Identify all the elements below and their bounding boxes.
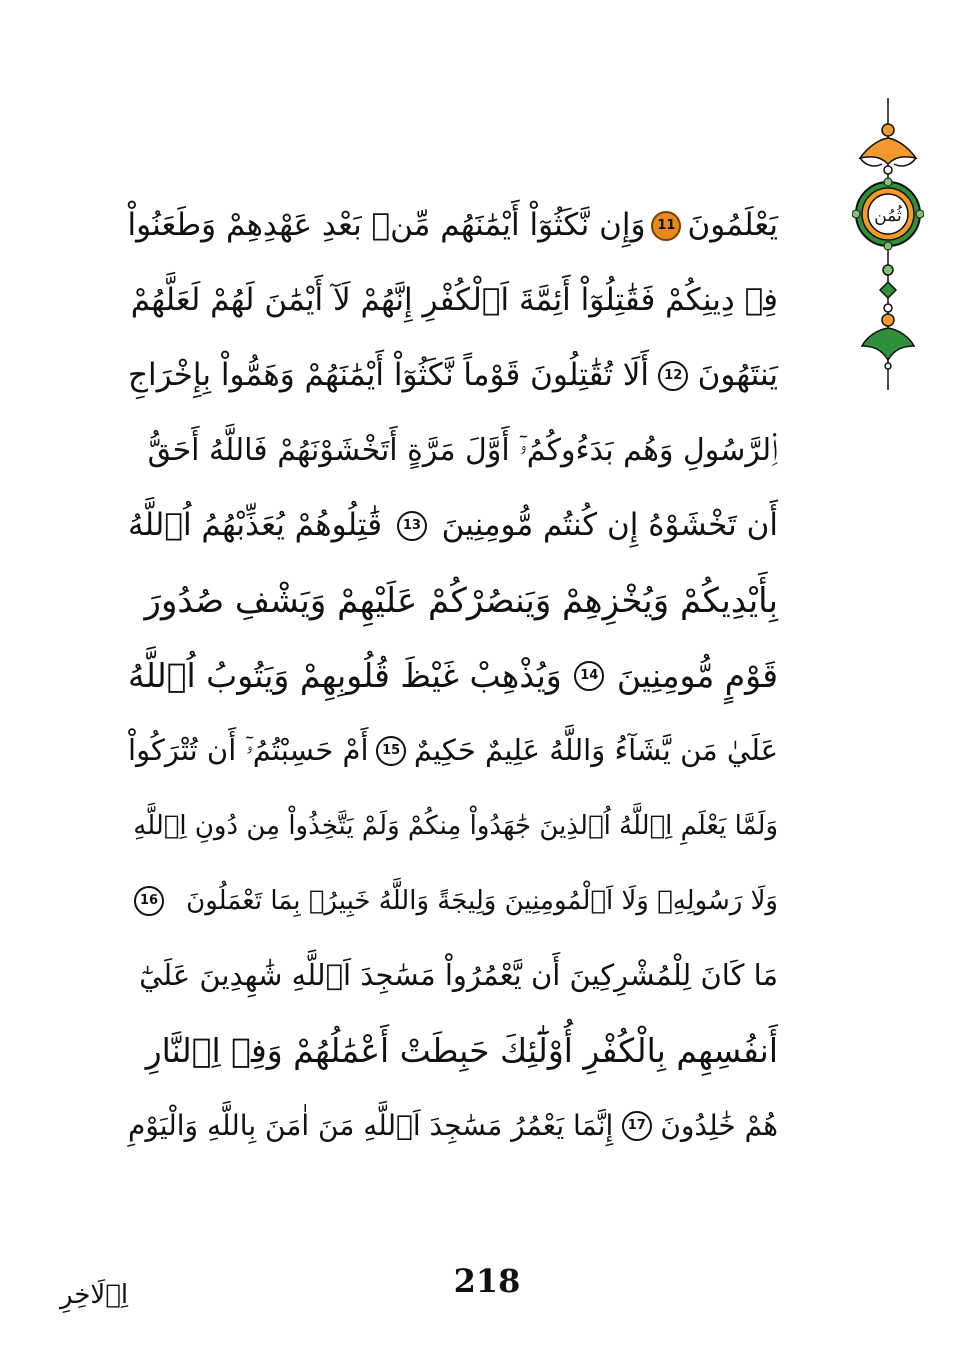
verse-text: مَا كَانَ لِلْمُشْرِكِينَ أَن يَّعْمُرُواْ مَسَٰجِدَ اَ۬للَّهِ شَٰهِدِينَ عَلَيٰٓ [139,958,778,992]
verse-text: وَإِن نَّكَثُوٓاْ أَيْمَٰنَهُم مِّنۢ بَعْدِ عَهْدِهِمْ وَطَعَنُواْ [127,207,646,243]
verse-text: يَنتَهُونَ [697,357,778,393]
verse-text: عَلَيٰ مَن يَّشَآءُ وَاللَّهُ عَلِيمٌ حَكِيمٌ [413,733,778,767]
verse-marker: 14 [574,661,604,691]
verse-marker: 17 [622,1111,652,1141]
text-line [128,188,778,263]
verse-text: اِ۬لرَّسُولِ وَهُم بَدَءُوكُمُۥٓ أَوَّلَ مَرَّةٍ أَتَخْشَوْنَهُمْ فَاللَّهُ أَحَقُّ [147,432,778,468]
quran-text-block [128,188,778,1163]
text-line [128,413,778,488]
hizb-ornament-icon [852,98,924,390]
verse-text: قَٰتِلُوهُمْ يُعَذِّبْهُمُ اُ۬للَّهُ [128,507,383,543]
text-line [128,563,778,638]
text-line [128,863,778,938]
verse-marker: 11 [651,211,681,241]
verse-text: أَمْ حَسِبْتُمُۥٓ أَن تُتْرَكُواْ [128,733,369,767]
text-line [128,338,778,413]
catchword: اِ۬لَاخِرِ [60,1280,129,1310]
verse-text: وَلَا رَسُولِهِۦ وَلَا اَ۬لْمُومِنِينَ وَلِيجَةً وَاللَّهُ خَبِيرُۢ بِمَا تَعْمَلُونَ [186,885,778,916]
verse-text: أَن تَخْشَوْهُ إِن كُنتُم مُّومِنِينَ [441,507,778,543]
verse-text: أَلَا تُقَٰتِلُونَ قَوْماً نَّكَثُوٓاْ أَيْمَٰنَهُمْ وَهَمُّواْ بِإِخْرَاجِ [128,357,650,393]
text-line [128,638,778,713]
verse-marker: 13 [397,511,427,541]
text-line [128,788,778,863]
verse-text: وَلَمَّا يَعْلَمِ اِ۬للَّهُ اُ۬لذِينَ جَٰهَدُواْ مِنكُمْ وَلَمْ يَتَّخِذُواْ مِن دُونِ اِ۬للَّهِ [133,810,778,841]
text-line [128,488,778,563]
text-line [128,1088,778,1163]
verse-marker: 16 [134,886,164,916]
verse-text: فِے دِينِكُمْ فَقَٰتِلُوٓاْ أَئِمَّةَ اَ۬لْكُفْرِ إِنَّهُمْ لَآ أَيْمَٰنَ لَهُمْ لَعَلَّهُمْ [130,282,778,318]
verse-marker: 15 [376,736,406,766]
verse-marker: 12 [658,361,688,391]
verse-text: يَعْلَمُونَ [687,207,778,243]
verse-text: وَيُذْهِبْ غَيْظَ قُلُوبِهِمْ وَيَتُوبُ اُ۬للَّهُ [128,656,562,695]
verse-text: قَوْمٍ مُّومِنِينَ [616,656,778,695]
text-line [128,713,778,788]
verse-text: هُمْ خَٰلِدُونَ [660,1108,778,1142]
verse-text: بِأَيْدِيكُمْ وَيُخْزِهِمْ وَيَنصُرْكُمْ عَلَيْهِمْ وَيَشْفِ صُدُورَ [144,580,778,621]
verse-text: إِنَّمَا يَعْمُرُ مَسَٰجِدَ اَ۬للَّهِ مَنَ اٰمَنَ بِاللَّهِ وَالْيَوْمِ [128,1108,614,1142]
text-line [128,1013,778,1088]
verse-text: أَنفُسِهِم بِالْكُفْرِ أُوْلَٰٓئِكَ حَبِطَتْ أَعْمَٰلُهُمْ وَفِے اِ۬لنَّارِ [145,1031,778,1070]
hizb-marker-text: ثُمُن [874,206,902,226]
page-number: 218 [453,1262,521,1300]
text-line [128,938,778,1013]
text-line [128,263,778,338]
